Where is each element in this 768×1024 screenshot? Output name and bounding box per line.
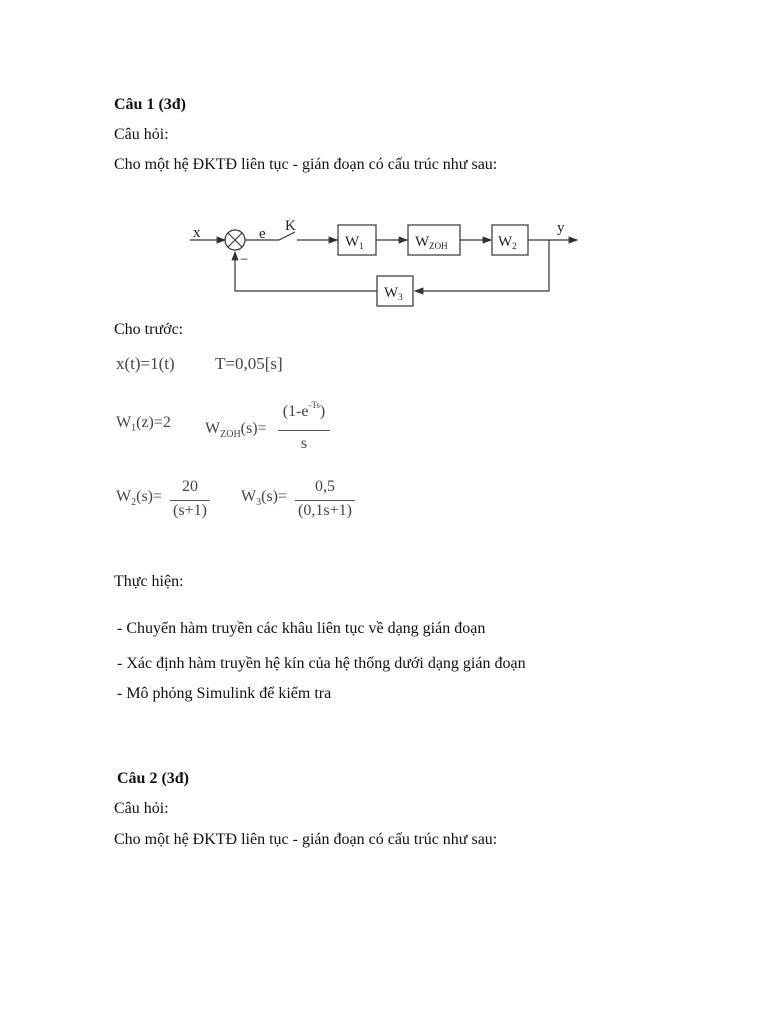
eq-wzoh-lhs: $W_{ZOH}(s)=$ xyxy=(205,420,267,440)
eq-t-period: T=0,05[s] xyxy=(215,354,283,373)
q1-task-1: - Chuyển hàm truyền các khâu liên tục về dạng gián đoạn xyxy=(117,620,486,637)
label-e: e xyxy=(259,226,266,242)
q1-task-3: - Mô phỏng Simulink để kiểm tra xyxy=(117,685,332,702)
q1-tasks-label: Thực hiện: xyxy=(114,573,184,590)
label-k: K xyxy=(285,218,296,234)
q1-intro: Cho một hệ ĐKTĐ liên tục - gián đoạn có cấu trúc như sau: xyxy=(114,156,498,173)
w3-numerator: 0,5 xyxy=(315,478,335,495)
q2-question-label: Câu hỏi: xyxy=(114,800,169,817)
w2-numerator: 20 xyxy=(182,478,198,495)
wzoh-numerator: $(1-e^{-Ts})$ xyxy=(282,400,326,420)
w2-denominator: (s+1) xyxy=(173,502,207,519)
w1-text: $W_1$ xyxy=(345,234,364,251)
w2-fraction-bar xyxy=(170,500,210,501)
q1-title: Câu 1 (3đ) xyxy=(114,96,187,113)
w3-fraction-bar xyxy=(295,500,355,501)
q1-task-2: - Xác định hàm truyền hệ kín của hệ thống dưới dạng gián đoạn xyxy=(117,655,526,672)
eq-w1: $W_1(z)=2$ xyxy=(116,414,171,434)
label-x: x xyxy=(193,225,201,241)
eq-w3-lhs: $W_3(s)=$ xyxy=(241,488,288,508)
wzoh-fraction-bar xyxy=(278,430,330,431)
eq-w2-lhs: $W_2(s)=$ xyxy=(116,488,163,508)
w3-text: $W_3$ xyxy=(384,285,403,302)
label-minus: − xyxy=(240,252,249,268)
q1-question-label: Câu hỏi: xyxy=(114,126,169,143)
eq-x-t: x(t)=1(t) xyxy=(116,354,175,373)
block-diagram xyxy=(185,212,605,312)
q2-title: Câu 2 (3đ) xyxy=(117,770,190,787)
wzoh-text: $W_{ZOH}$ xyxy=(415,234,448,251)
q2-intro: Cho một hệ ĐKTĐ liên tục - gián đoạn có cấu trúc như sau: xyxy=(114,831,498,848)
q1-given-label: Cho trước: xyxy=(114,321,184,338)
w3-denominator: (0,1s+1) xyxy=(298,502,352,519)
w2-text: $W_2$ xyxy=(498,234,517,251)
label-y: y xyxy=(557,220,565,236)
wzoh-denominator: s xyxy=(300,435,308,452)
summing-junction xyxy=(225,230,245,250)
